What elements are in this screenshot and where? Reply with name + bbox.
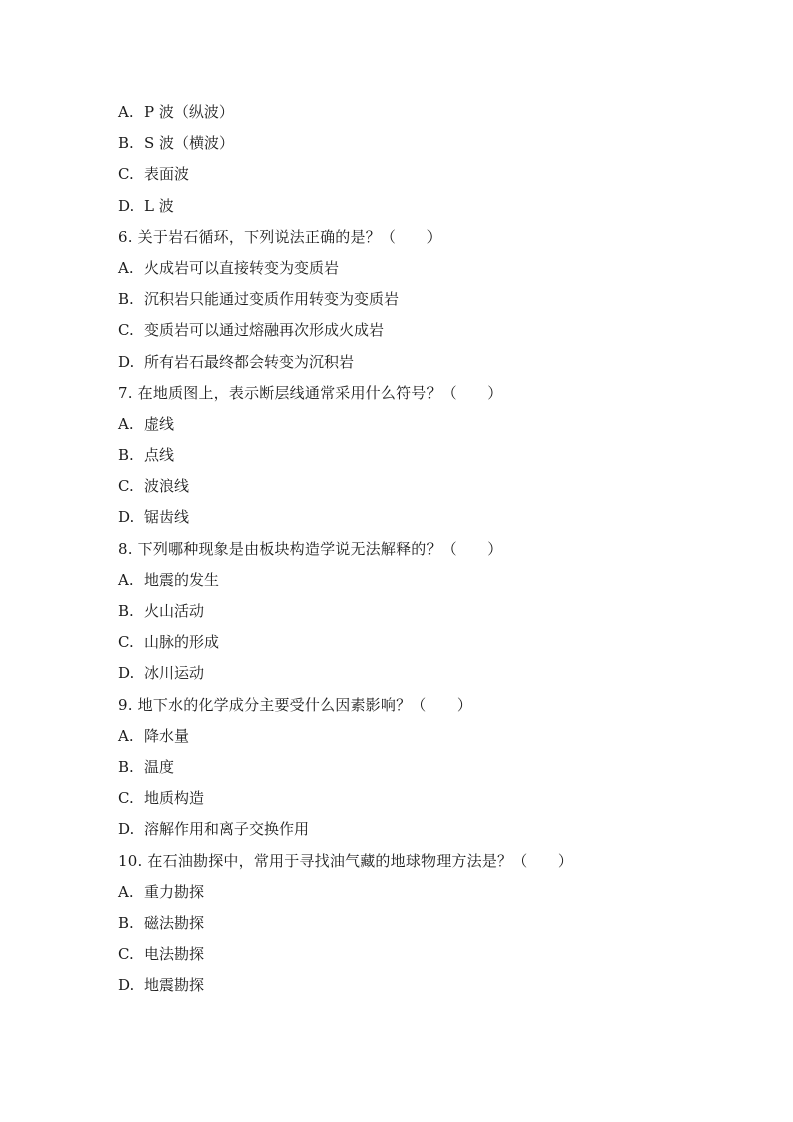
q10-option-c — [118, 939, 738, 970]
q9-option-a — [118, 721, 738, 752]
option-letter: C. — [118, 321, 134, 340]
option-letter: A. — [118, 726, 134, 745]
q8-option-c — [118, 627, 738, 658]
q8-option-b — [118, 596, 738, 627]
option-text: 锯齿线 — [144, 508, 190, 527]
option-text: 磁法勘探 — [144, 913, 205, 932]
option-letter: A. — [118, 882, 134, 901]
option-letter: B. — [118, 446, 134, 465]
option-letter: D. — [118, 664, 135, 683]
question-list — [118, 97, 738, 1001]
option-letter: C. — [118, 165, 134, 184]
option-text: 变质岩可以通过熔融再次形成火成岩 — [144, 321, 385, 340]
option-letter: A. — [118, 258, 134, 277]
q7-option-a — [118, 409, 738, 440]
question-8: 8. 下列哪种现象是由板块构造学说无法解释的？（ ） — [118, 539, 503, 558]
q10-option-a — [118, 877, 738, 908]
option-text: 所有岩石最终都会转变为沉积岩 — [144, 352, 355, 371]
q5-option-a — [118, 97, 738, 128]
option-letter: B. — [118, 602, 134, 620]
q9-option-b — [118, 752, 738, 783]
option-text: P 波（纵波） — [144, 103, 234, 121]
question-9: 9. 地下水的化学成分主要受什么因素影响？（ ） — [118, 695, 473, 714]
option-text: 表面波 — [144, 165, 190, 184]
option-letter: B. — [118, 290, 134, 309]
q8-option-d — [118, 658, 738, 689]
option-letter: C. — [118, 945, 134, 964]
option-text: 地震的发生 — [144, 570, 220, 589]
option-letter: A. — [118, 414, 134, 433]
option-text: 温度 — [144, 757, 175, 776]
option-text: 火成岩可以直接转变为变质岩 — [144, 258, 340, 277]
option-letter: B. — [118, 757, 134, 776]
option-letter: B. — [118, 134, 134, 153]
q9-option-c — [118, 783, 738, 814]
option-text: 溶解作用和离子交换作用 — [144, 820, 310, 839]
option-letter: C. — [118, 477, 134, 496]
option-text: 沉积岩只能通过变质作用转变为变质岩 — [144, 290, 400, 309]
option-text: 冰川运动 — [144, 664, 205, 683]
question-10: 10. 在石油勘探中，常用于寻找油气藏的地球物理方法是？（ ） — [118, 851, 574, 870]
q7-option-c — [118, 471, 738, 502]
option-text: 地震勘探 — [144, 976, 205, 995]
option-text: 重力勘探 — [144, 882, 205, 901]
q7-option-b — [118, 440, 738, 471]
q7-option-d — [118, 502, 738, 533]
option-text: S 波（横波） — [144, 134, 235, 153]
option-text: L 波 — [144, 196, 174, 215]
q10-option-d — [118, 970, 738, 1001]
option-letter: C. — [118, 789, 134, 808]
q10-option-b — [118, 908, 738, 939]
option-text: 降水量 — [144, 726, 190, 745]
option-letter: A. — [118, 570, 134, 589]
q5-option-c — [118, 159, 738, 190]
option-text: 火山活动 — [144, 602, 205, 620]
option-text: 电法勘探 — [144, 945, 205, 964]
option-text: 点线 — [144, 446, 175, 465]
option-letter: D. — [118, 976, 135, 995]
option-letter: B. — [118, 913, 134, 932]
option-letter: D. — [118, 820, 135, 839]
option-text: 地质构造 — [144, 789, 205, 808]
option-text: 波浪线 — [144, 477, 190, 496]
q6-option-d — [118, 347, 738, 378]
option-letter: D. — [118, 508, 135, 527]
option-text: 山脉的形成 — [144, 633, 220, 652]
option-letter: D. — [118, 196, 135, 215]
q6-option-a — [118, 253, 738, 284]
q8-option-a — [118, 565, 738, 596]
q6-option-b — [118, 284, 738, 315]
q5-option-b — [118, 128, 738, 159]
option-letter: A. — [118, 103, 134, 121]
question-6: 6. 关于岩石循环，下列说法正确的是？（ ） — [118, 227, 442, 246]
q9-option-d — [118, 814, 738, 845]
option-letter: D. — [118, 352, 135, 371]
question-7: 7. 在地质图上，表示断层线通常采用什么符号？（ ） — [118, 383, 503, 402]
option-text: 虚线 — [144, 414, 175, 433]
q6-option-c — [118, 315, 738, 346]
q5-option-d — [118, 191, 738, 222]
option-letter: C. — [118, 633, 134, 652]
